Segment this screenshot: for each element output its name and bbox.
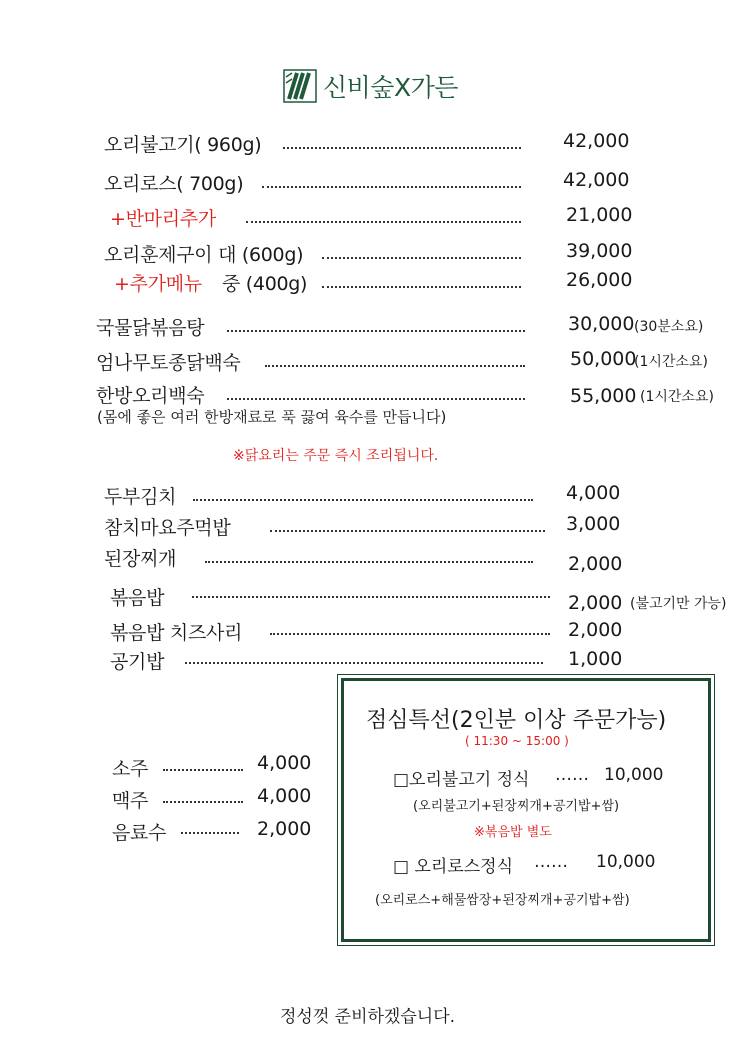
menu-item-name: 참치마요주먹밥 xyxy=(104,517,231,539)
menu-item-prefix: +추가메뉴 xyxy=(114,273,202,295)
logo xyxy=(283,68,458,104)
menu-item-price: 4,000 xyxy=(566,482,621,504)
lunch-item-dots: …… xyxy=(534,852,568,872)
menu-item-name: 중 (400g) xyxy=(222,273,308,295)
chicken-notice: ※닭요리는 주문 즉시 조리됩니다. xyxy=(233,448,439,464)
menu-item-price: 55,000 xyxy=(570,385,637,407)
lunch-item-description: (오리불고기+된장찌개+공기밥+쌈) xyxy=(413,799,620,814)
leader-dots xyxy=(192,596,550,598)
drink-price: 2,000 xyxy=(257,818,312,840)
leader-dots xyxy=(322,286,521,288)
menu-item-price: 3,000 xyxy=(566,513,621,535)
leader-dots xyxy=(283,147,521,149)
drink-price: 4,000 xyxy=(257,752,312,774)
menu-item-note: (1시간소요) xyxy=(640,389,714,405)
lunch-item-description: (오리로스+해물쌈장+된장찌개+공기밥+쌈) xyxy=(375,893,630,908)
menu-item-price: 30,000 xyxy=(568,313,635,335)
menu-item-price: 2,000 xyxy=(568,553,623,575)
menu-item-note: (1시간소요) xyxy=(634,354,708,370)
leader-dots xyxy=(322,257,521,259)
menu-item-description: (몸에 좋은 여러 한방재료로 푹 끓여 육수를 만듭니다) xyxy=(97,408,447,426)
menu-item-price: 42,000 xyxy=(563,130,630,152)
leader-dots xyxy=(270,530,545,532)
lunch-notice: ※볶음밥 별도 xyxy=(474,825,552,840)
leader-dots xyxy=(262,186,521,188)
leader-dots xyxy=(163,769,243,771)
menu-item-name: 두부김치 xyxy=(104,486,177,508)
menu-item-name: 한방오리백숙 xyxy=(96,385,205,407)
drink-name: 맥주 xyxy=(112,790,149,812)
menu-item-name: +반마리추가 xyxy=(110,208,216,230)
leader-dots xyxy=(205,561,533,563)
menu-item-name: 볶음밥 xyxy=(110,587,165,609)
footer-message: 정성껏 준비하겠습니다. xyxy=(280,1007,456,1027)
leader-dots xyxy=(270,633,550,635)
leader-dots xyxy=(181,832,239,834)
menu-item-price: 42,000 xyxy=(563,169,630,191)
lunch-item-dots: …… xyxy=(555,765,589,785)
menu-item-name: 된장찌개 xyxy=(104,548,177,570)
drink-price: 4,000 xyxy=(257,785,312,807)
lunch-item-name: □오리불고기 정식 xyxy=(393,770,530,790)
leader-dots xyxy=(185,662,543,664)
menu-item-name: 국물닭볶음탕 xyxy=(96,317,205,339)
menu-item-price: 2,000 xyxy=(568,619,623,641)
menu-item-name: 엄나무토종닭백숙 xyxy=(96,352,241,374)
leader-dots xyxy=(227,398,525,400)
menu-item-name: 볶음밥 치즈사리 xyxy=(110,622,243,644)
lunch-time: ( 11:30 ~ 15:00 ) xyxy=(465,734,569,748)
restaurant-name: 신비숲X가든 xyxy=(323,73,458,102)
forest-logo-icon xyxy=(283,69,317,103)
lunch-title: 점심특선(2인분 이상 주문가능) xyxy=(366,708,667,733)
menu-item-price: 1,000 xyxy=(568,648,623,670)
menu-item-name: 오리불고기( 960g) xyxy=(104,134,262,156)
drink-name: 음료수 xyxy=(112,822,167,844)
menu-item-name: 오리로스( 700g) xyxy=(104,173,244,195)
menu-item-price: 50,000 xyxy=(570,348,637,370)
leader-dots xyxy=(163,801,243,803)
leader-dots xyxy=(246,221,521,223)
menu-item-name: 오리훈제구이 대 (600g) xyxy=(104,244,304,266)
menu-item-note: (30분소요) xyxy=(634,319,704,335)
menu-item-price: 2,000 xyxy=(568,592,623,614)
menu-item-name: 공기밥 xyxy=(110,651,165,673)
menu-item-note: (불고기만 가능) xyxy=(630,596,727,612)
leader-dots xyxy=(193,499,533,501)
menu-item-price: 39,000 xyxy=(566,240,633,262)
leader-dots xyxy=(227,330,525,332)
lunch-item-price: 10,000 xyxy=(596,852,656,872)
menu-item-price: 26,000 xyxy=(566,269,633,291)
menu-item-price: 21,000 xyxy=(566,204,633,226)
lunch-item-name: □ 오리로스정식 xyxy=(393,857,513,877)
leader-dots xyxy=(265,365,525,367)
lunch-item-price: 10,000 xyxy=(604,765,664,785)
drink-name: 소주 xyxy=(112,758,149,780)
